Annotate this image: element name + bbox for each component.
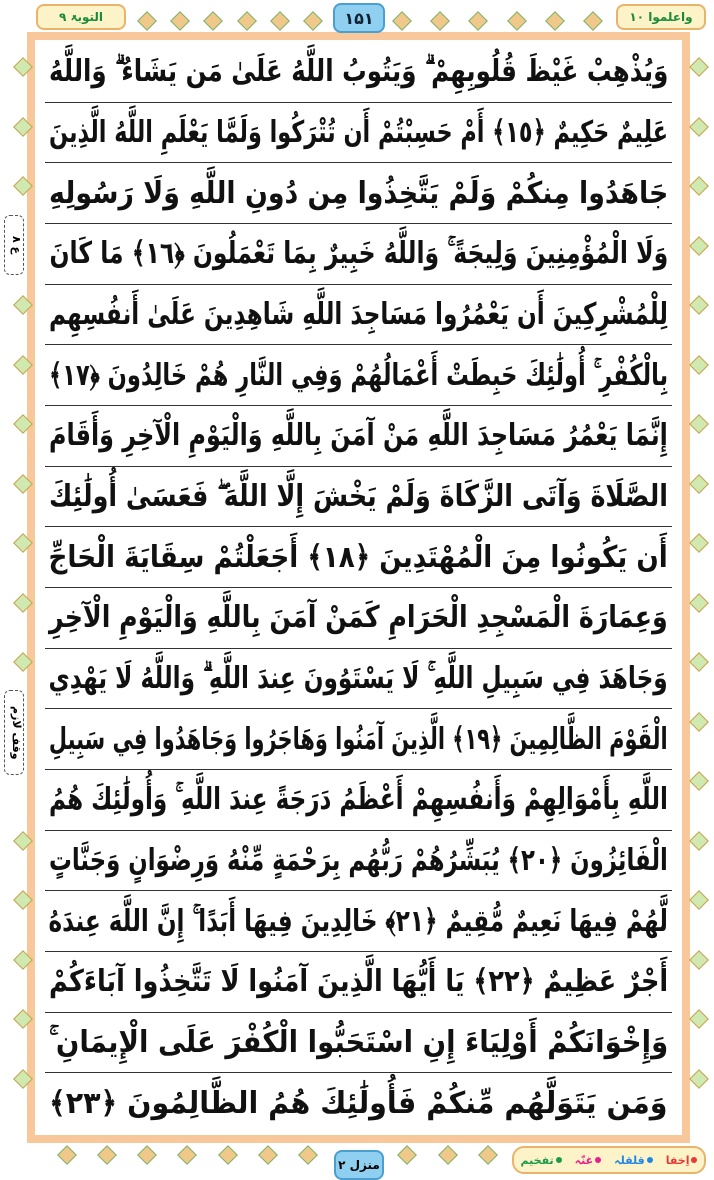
side-ornament-icon: [689, 1009, 709, 1029]
legend-dot-icon: [556, 1157, 562, 1163]
side-ornament-icon: [689, 176, 709, 196]
verse-line: [45, 1073, 672, 1133]
legend-label: تفخیم: [520, 1153, 554, 1167]
verse-text: الْقَوْمَ الظَّالِمِينَ ﴿١٩﴾ الَّذِينَ آمَنُوا وَهَاجَرُوا وَجَاهَدُوا فِي سَبِيلِ: [49, 721, 668, 757]
ornament-icon: [237, 11, 257, 31]
ornament-icon: [430, 11, 450, 31]
ornament-icon: [438, 1145, 458, 1165]
verse-line: [45, 527, 672, 588]
side-ornament-icon: [689, 890, 709, 910]
surah-label: التوبۃ ۹: [36, 4, 126, 30]
bottom-ornament: [60, 1148, 315, 1162]
verse-text: وَمَن يَتَوَلَّهُم مِّنكُمْ فَأُولَٰئِكَ هُمُ الظَّالِمُونَ ﴿٢٣﴾: [49, 1085, 668, 1121]
ornament-icon: [468, 11, 488, 31]
ornament-icon: [170, 11, 190, 31]
verse-line: [45, 406, 672, 467]
para-label: واعلموا ۱۰: [616, 4, 706, 30]
ornament-icon: [218, 1145, 238, 1165]
verse-text: وَجَاهَدَ فِي سَبِيلِ اللَّهِ ۚ لَا يَسْتَوُونَ عِندَ اللَّهِ ۗ وَاللَّهُ لَا يَهْدِي: [48, 661, 669, 697]
legend-item: [614, 1154, 653, 1167]
side-ornament-icon: [689, 1069, 709, 1089]
ornament-icon: [178, 1145, 198, 1165]
legend-label: غنّہ: [574, 1153, 594, 1167]
verse-line: [45, 224, 672, 285]
ornament-icon: [545, 11, 565, 31]
verse-text: اللَّهِ بِأَمْوَالِهِمْ وَأَنفُسِهِمْ أَعْظَمُ دَرَجَةً عِندَ اللَّهِ ۚ وَأُولَٰئِكَ هُمُ: [49, 782, 668, 818]
verse-text: لِلْمُشْرِكِينَ أَن يَعْمُرُوا مَسَاجِدَ اللَّهِ شَاهِدِينَ عَلَىٰ أَنفُسِهِم: [49, 297, 668, 333]
side-ornament-icon: [689, 414, 709, 434]
side-ornament-icon: [689, 593, 709, 613]
verse-text: بِالْكُفْرِ ۚ أُولَٰئِكَ حَبِطَتْ أَعْمَالُهُمْ وَفِي النَّارِ هُمْ خَالِدُونَ ﴿١٧﴾: [48, 357, 669, 393]
verse-text: وَلَا الْمُؤْمِنِينَ وَلِيجَةً ۚ وَاللَّهُ خَبِيرٌ بِمَا تَعْمَلُونَ ﴿١٦﴾ مَا كَانَ: [49, 236, 668, 272]
ornament-icon: [258, 1145, 278, 1165]
verse-text: وَعِمَارَةَ الْمَسْجِدِ الْحَرَامِ كَمَنْ آمَنَ بِاللَّهِ وَالْيَوْمِ الْآخِرِ: [49, 600, 668, 636]
side-ornament-icon: [689, 355, 709, 375]
ornament-icon: [270, 11, 290, 31]
verse-text: الْفَائِزُونَ ﴿٢٠﴾ يُبَشِّرُهُمْ رَبُّهُم بِرَحْمَةٍ مِّنْهُ وَرِضْوَانٍ وَجَنَّاتٍ: [49, 843, 668, 879]
legend-dot-icon: [691, 1157, 697, 1163]
legend-dot-icon: [595, 1157, 601, 1163]
verse-line: [45, 467, 672, 528]
verse-text: الصَّلَاةَ وَآتَى الزَّكَاةَ وَلَمْ يَخْشَ إِلَّا اللَّهَ ۖ فَعَسَىٰ أُولَٰئِكَ: [49, 479, 669, 515]
ruku-marker: ع ۸: [4, 215, 24, 275]
ornament-icon: [583, 11, 603, 31]
verse-text: وَإِخْوَانَكُمْ أَوْلِيَاءَ إِنِ اسْتَحَبُّوا الْكُفْرَ عَلَى الْإِيمَانِ ۚ: [48, 1025, 669, 1061]
side-ornament-icon: [689, 474, 709, 494]
side-ornament-icon: [689, 831, 709, 851]
ornament-icon: [298, 1145, 318, 1165]
verse-line: [45, 770, 672, 831]
side-ornament-icon: [689, 950, 709, 970]
verse-text: جَاهَدُوا مِنكُمْ وَلَمْ يَتَّخِذُوا مِن دُونِ اللَّهِ وَلَا رَسُولِهِ: [48, 175, 669, 211]
verse-line: [45, 709, 672, 770]
legend-label: قلقلہ: [614, 1153, 645, 1167]
legend-item: [575, 1154, 601, 1167]
top-ornament: [140, 14, 320, 28]
side-ornament-icon: [689, 712, 709, 732]
tajweed-legend: [512, 1146, 706, 1174]
legend-item: [666, 1154, 698, 1167]
top-ornament: [395, 14, 600, 28]
verse-line: [45, 588, 672, 649]
ornament-icon: [137, 1145, 157, 1165]
side-ornament-icon: [689, 533, 709, 553]
verse-line: [45, 1013, 672, 1074]
verse-text: أَجْرٌ عَظِيمٌ ﴿٢٢﴾ يَا أَيُّهَا الَّذِينَ آمَنُوا لَا تَتَّخِذُوا آبَاءَكُمْ: [48, 964, 669, 1000]
ornament-icon: [392, 11, 412, 31]
verse-line: [45, 952, 672, 1013]
verse-line: [45, 345, 672, 406]
verse-line: [45, 163, 672, 224]
side-ornament-icon: [689, 771, 709, 791]
side-ornament-icon: [689, 57, 709, 77]
waqf-lazim-marker: وقف لازم: [4, 690, 24, 775]
ornament-icon: [507, 11, 527, 31]
verse-lines: [45, 42, 672, 1133]
bottom-ornament: [400, 1148, 495, 1162]
legend-item: [521, 1154, 562, 1167]
legend-label: اِخفا: [665, 1153, 690, 1167]
verse-line: [45, 891, 672, 952]
verse-line: [45, 103, 672, 164]
ornament-icon: [478, 1145, 498, 1165]
side-ornament-icon: [689, 652, 709, 672]
ornament-icon: [203, 11, 223, 31]
verse-text: أَن يَكُونُوا مِنَ الْمُهْتَدِينَ ﴿١٨﴾ أَجَعَلْتُمْ سِقَايَةَ الْحَاجِّ: [48, 539, 669, 575]
side-ornament-icon: [689, 295, 709, 315]
ornament-icon: [397, 1145, 417, 1165]
verse-text: إِنَّمَا يَعْمُرُ مَسَاجِدَ اللَّهِ مَنْ آمَنَ بِاللَّهِ وَالْيَوْمِ الْآخِرِ وَأَقَامَ: [49, 418, 668, 454]
page-number: ۱۵۱: [333, 3, 385, 33]
verse-line: [45, 649, 672, 710]
verse-line: [45, 42, 672, 103]
verse-line: [45, 831, 672, 892]
manzil-badge: منزل ۲: [334, 1150, 384, 1180]
verse-text: وَيُذْهِبْ غَيْظَ قُلُوبِهِمْ ۗ وَيَتُوبُ اللَّهُ عَلَىٰ مَن يَشَاءُ ۗ وَاللَّهُ: [48, 54, 669, 90]
side-ornament-icon: [689, 117, 709, 137]
verse-line: [45, 285, 672, 346]
ornament-icon: [97, 1145, 117, 1165]
page-frame: [27, 32, 690, 1143]
ornament-icon: [303, 11, 323, 31]
ornament-icon: [57, 1145, 77, 1165]
ornament-icon: [137, 11, 157, 31]
legend-dot-icon: [647, 1157, 653, 1163]
verse-text: لَّهُمْ فِيهَا نَعِيمٌ مُّقِيمٌ ﴿٢١﴾ خَالِدِينَ فِيهَا أَبَدًا ۚ إِنَّ اللَّهَ عِندَهُ: [48, 903, 669, 939]
side-ornament-icon: [689, 236, 709, 256]
verse-text: عَلِيمٌ حَكِيمٌ ﴿١٥﴾ أَمْ حَسِبْتُمْ أَن تُتْرَكُوا وَلَمَّا يَعْلَمِ اللَّهُ الَّذِينَ: [49, 115, 669, 150]
